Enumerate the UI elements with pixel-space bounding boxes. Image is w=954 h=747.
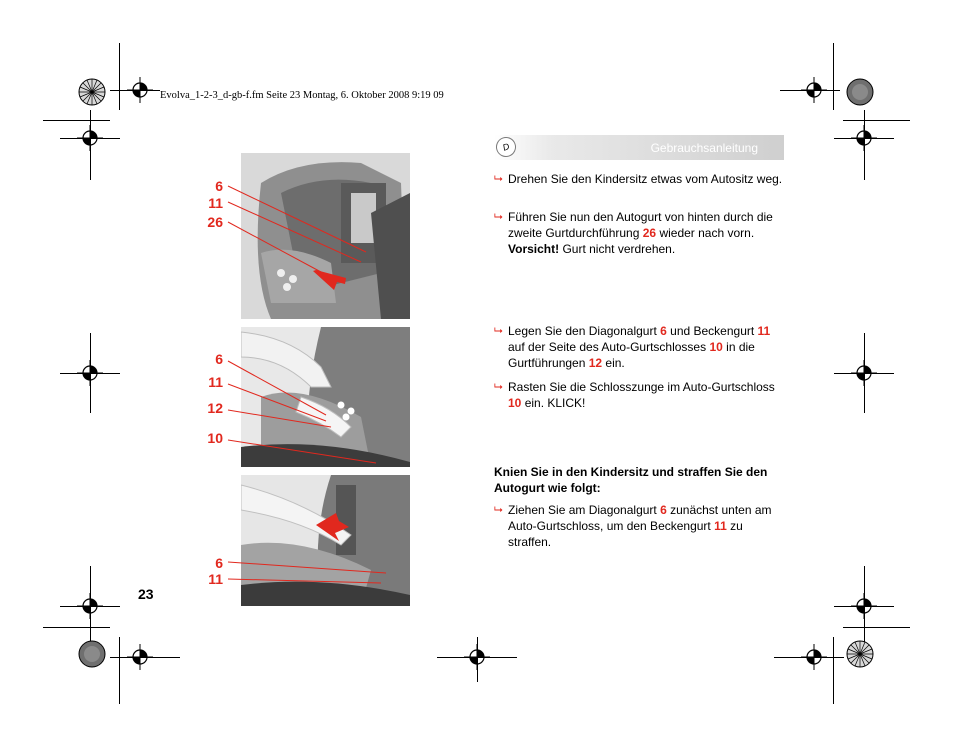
rosette-icon	[78, 640, 106, 668]
instruction-3: ⮡ Legen Sie den Diagonalgurt 6 und Beckengurt 11 auf der Seite des Auto-Gurtschlosses 10 in die Gurtführungen 12 ein.	[494, 324, 771, 370]
figure-1-leader-lines	[226, 180, 386, 290]
arrow-bullet-icon: ⮡	[494, 325, 503, 337]
arrow-bullet-icon: ⮡	[494, 173, 503, 185]
rosette-icon	[846, 78, 874, 106]
reference-number: 6	[660, 503, 667, 517]
instruction-2: ⮡ Führen Sie nun den Autogurt von hinten durch die zweite Gurtdurchführung 26 wieder nach vorn. Vorsicht! Gurt nicht verdrehen.	[494, 210, 773, 256]
page-number: 23	[138, 586, 154, 602]
callout-number: 6	[215, 178, 223, 194]
callout-number: 11	[208, 374, 223, 390]
instruction-4: ⮡ Rasten Sie die Schlosszunge im Auto-Gurtschloss 10 ein. KLICK!	[494, 380, 775, 410]
file-info-header: Evolva_1-2-3_d-gb-f.fm Seite 23 Montag, 6. Oktober 2008 9:19 09	[160, 90, 444, 101]
warning-label: Vorsicht!	[508, 242, 560, 256]
section-title-bar	[494, 135, 784, 160]
figure-2-leader-lines	[226, 355, 386, 465]
figure-3-leader-lines	[226, 555, 396, 595]
callout-number: 26	[207, 214, 223, 230]
instruction-5: ⮡ Ziehen Sie am Diagonalgurt 6 zunächst unten am Auto-Gurtschloss, um den Beckengurt 11 zu straffen.	[494, 503, 772, 549]
rosette-icon	[846, 640, 874, 668]
arrow-bullet-icon: ⮡	[494, 211, 503, 223]
reference-number: 6	[660, 324, 667, 338]
arrow-bullet-icon: ⮡	[494, 504, 503, 516]
reference-number: 26	[642, 226, 657, 240]
language-badge: D	[493, 134, 519, 160]
reference-number: 11	[757, 324, 771, 338]
callout-number: 6	[215, 351, 223, 367]
reference-number: 10	[709, 340, 723, 354]
arrow-bullet-icon: ⮡	[494, 381, 503, 393]
section-title: Gebrauchsanleitung	[650, 141, 758, 155]
reference-number: 11	[714, 519, 727, 533]
subheading: Knien Sie in den Kindersitz und straffen Sie den Autogurt wie folgt:	[494, 465, 768, 495]
rosette-icon	[78, 78, 106, 106]
callout-number: 11	[208, 195, 223, 211]
callout-number: 10	[207, 430, 223, 446]
reference-number: 12	[588, 356, 603, 370]
callout-number: 11	[208, 571, 223, 587]
instruction-1: ⮡ Drehen Sie den Kindersitz etwas vom Autositz weg.	[494, 172, 783, 186]
callout-number: 6	[215, 555, 223, 571]
reference-number: 10	[508, 396, 522, 410]
callout-number: 12	[207, 400, 223, 416]
